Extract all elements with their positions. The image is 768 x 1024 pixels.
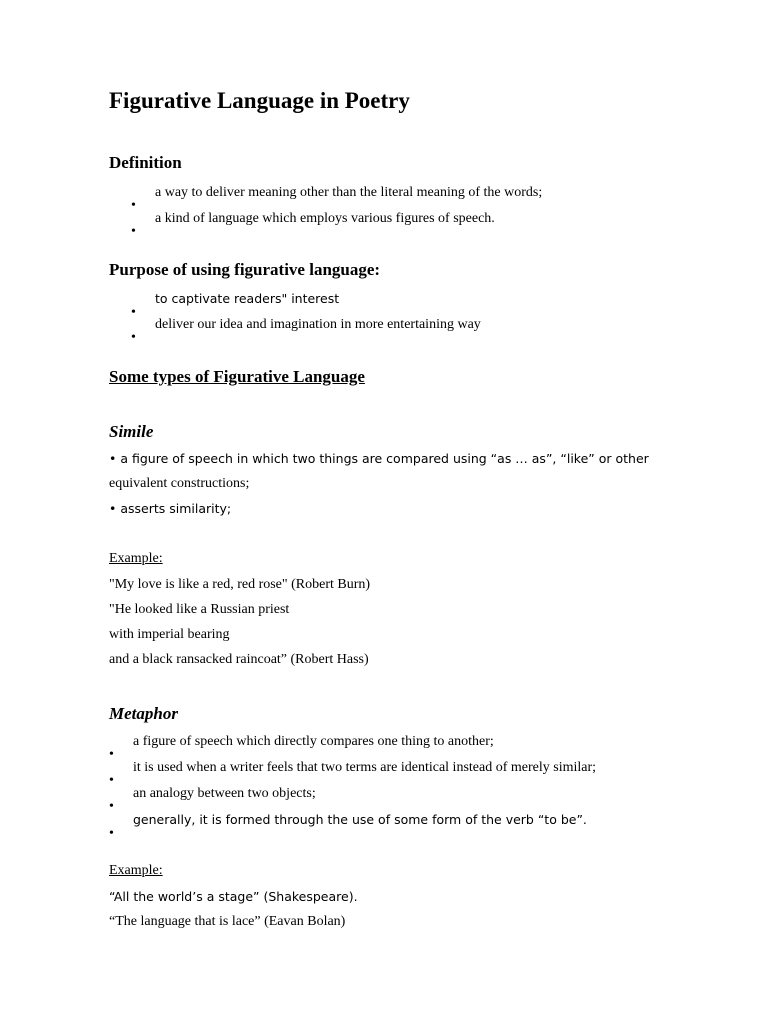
simile-example-line: "He looked like a Russian priest bbox=[109, 602, 290, 617]
definition-heading: Definition bbox=[109, 153, 182, 172]
simile-line: equivalent constructions; bbox=[109, 476, 250, 491]
simile-heading: Simile bbox=[109, 422, 154, 441]
bullet-icon: • bbox=[109, 773, 114, 788]
purpose-item bbox=[131, 315, 481, 345]
definition-item-text: a kind of language which employs various figures of speech. bbox=[155, 211, 495, 226]
definition-item bbox=[131, 183, 543, 213]
bullet-icon: • bbox=[109, 799, 114, 814]
bullet-icon: • bbox=[131, 330, 136, 345]
metaphor-example-line: “All the world’s a stage” (Shakespeare). bbox=[109, 889, 358, 904]
purpose-item-text: deliver our idea and imagination in more entertaining way bbox=[155, 317, 481, 332]
metaphor-item bbox=[109, 810, 587, 841]
bullet-icon: • bbox=[131, 198, 136, 213]
page-title: Figurative Language in Poetry bbox=[109, 88, 410, 113]
simile-example-label: Example: bbox=[109, 551, 163, 566]
simile-example-line: "My love is like a red, red rose" (Robert Burn) bbox=[109, 577, 371, 592]
bullet-icon: • bbox=[109, 826, 114, 841]
metaphor-item-text: generally, it is formed through the use of some form of the verb “to be”. bbox=[133, 812, 587, 827]
simile-example-line: and a black ransacked raincoat” (Robert Hass) bbox=[109, 652, 369, 667]
purpose-item bbox=[131, 289, 340, 320]
simile-example-line: with imperial bearing bbox=[109, 627, 230, 642]
bullet-icon: • bbox=[131, 305, 136, 320]
definition-item bbox=[131, 209, 495, 239]
metaphor-example-label: Example: bbox=[109, 863, 163, 878]
metaphor-item bbox=[109, 732, 494, 762]
purpose-item-text: to captivate readers" interest bbox=[155, 291, 340, 306]
metaphor-item bbox=[109, 784, 316, 814]
definition-item-text: a way to deliver meaning other than the literal meaning of the words; bbox=[155, 185, 543, 200]
metaphor-heading: Metaphor bbox=[109, 704, 178, 723]
bullet-icon: • bbox=[131, 224, 136, 239]
simile-line: • a figure of speech in which two things are compared using “as … as”, “like” or other bbox=[109, 451, 649, 466]
purpose-heading: Purpose of using figurative language: bbox=[109, 260, 381, 279]
metaphor-item-text: it is used when a writer feels that two terms are identical instead of merely similar; bbox=[133, 760, 597, 775]
metaphor-item bbox=[109, 758, 597, 788]
metaphor-item-text: a figure of speech which directly compares one thing to another; bbox=[133, 734, 494, 749]
types-heading: Some types of Figurative Language bbox=[109, 367, 365, 386]
bullet-icon: • bbox=[109, 747, 114, 762]
simile-line: • asserts similarity; bbox=[109, 501, 232, 516]
metaphor-example-line: “The language that is lace” (Eavan Bolan) bbox=[109, 914, 346, 929]
metaphor-item-text: an analogy between two objects; bbox=[133, 786, 316, 801]
